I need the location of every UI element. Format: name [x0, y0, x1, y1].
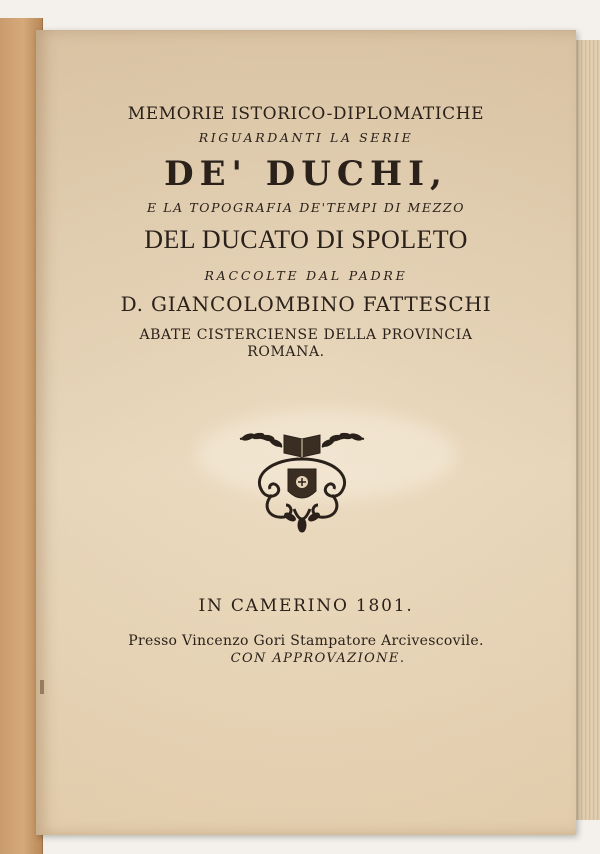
title-line-duchi: DE' DUCHI,: [164, 154, 448, 194]
title-page: [36, 30, 576, 835]
printer-vignette-book-and-acanthus-icon: [232, 425, 372, 535]
title-line-memorie: MEMORIE ISTORICO-DIPLOMATICHE: [127, 104, 485, 124]
imprint-printer: Presso Vincenzo Gori Stampatore Arcivescovile.: [128, 633, 484, 649]
title-line-raccolte: RACCOLTE DAL PADRE: [204, 268, 408, 283]
imprint-place-date: IN CAMERINO 1801.: [198, 596, 414, 616]
title-line-topografia: E LA TOPOGRAFIA DE'TEMPI DI MEZZO: [146, 200, 466, 215]
imprint-approval: CON APPROVAZIONE.: [230, 651, 406, 666]
author-title-line2: ROMANA.: [247, 344, 325, 360]
binding-mark: [40, 680, 44, 694]
author-title-line1: ABATE CISTERCIENSE DELLA PROVINCIA: [139, 327, 473, 343]
title-line-riguardanti: RIGUARDANTI LA SERIE: [198, 130, 414, 145]
title-line-ducato: DEL DUCATO DI SPOLETO: [144, 225, 468, 254]
author-name: D. GIANCOLOMBINO FATTESCHI: [120, 292, 492, 316]
